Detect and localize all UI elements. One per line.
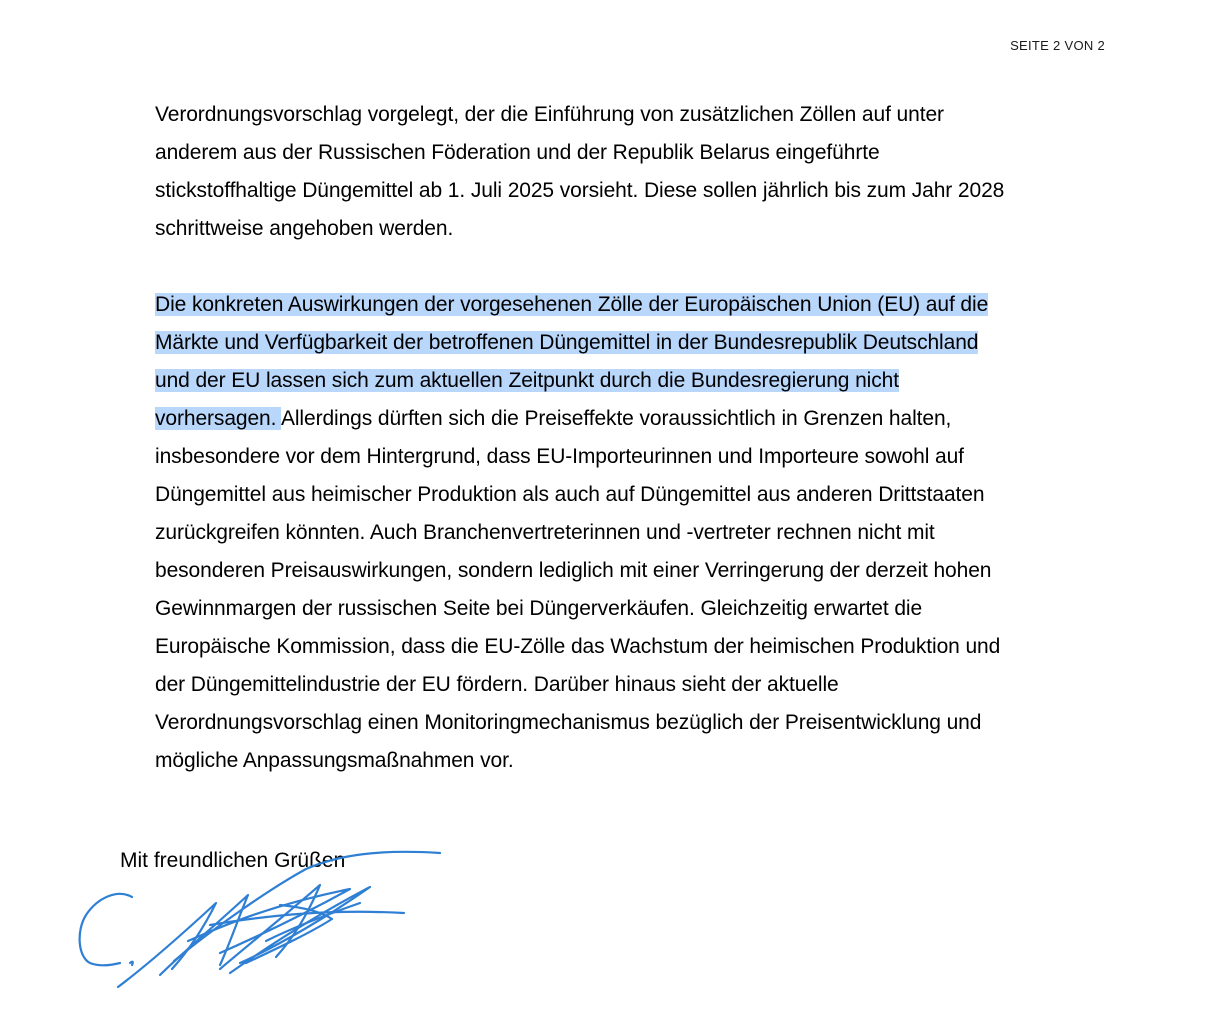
- text-line: [155, 324, 1115, 362]
- paragraph-2: [155, 286, 1115, 780]
- text-line: [155, 362, 1115, 400]
- text-line: besonderen Preisauswirkungen, sondern lediglich mit einer Verringerung der derzeit hohen: [155, 559, 992, 582]
- signature-stroke: [130, 962, 133, 965]
- paragraph-1: [155, 96, 1115, 248]
- text-line: Europäische Kommission, dass die EU-Zölle das Wachstum der heimischen Produktion und: [155, 635, 1001, 658]
- text-line: schrittweise angehoben werden.: [155, 217, 454, 240]
- selected-text[interactable]: vorhersagen.: [155, 407, 281, 430]
- text-line: [155, 400, 1115, 438]
- selected-text[interactable]: Die konkreten Auswirkungen der vorgesehenen Zölle der Europäischen Union (EU) auf die: [155, 293, 989, 316]
- selected-text[interactable]: Märkte und Verfügbarkeit der betroffenen Düngemittel in der Bundesrepublik Deutschland: [155, 331, 979, 354]
- text-line: stickstoffhaltige Düngemittel ab 1. Juli 2025 vorsieht. Diese sollen jährlich bis zum Jahr 2028: [155, 179, 1005, 202]
- text-line: [155, 286, 1115, 324]
- text-line: Verordnungsvorschlag einen Monitoringmechanismus bezüglich der Preisentwicklung und: [155, 711, 982, 734]
- text-line: zurückgreifen könnten. Auch Branchenvertreterinnen und -vertreter rechnen nicht mit: [155, 521, 935, 544]
- text-line: Verordnungsvorschlag vorgelegt, der die Einführung von zusätzlichen Zöllen auf unter: [155, 103, 944, 126]
- text-line: Düngemittel aus heimischer Produktion als auch auf Düngemittel aus anderen Drittstaaten: [155, 483, 985, 506]
- signature-stroke: [188, 889, 350, 953]
- selected-text[interactable]: und der EU lassen sich zum aktuellen Zeitpunkt durch die Bundesregierung nicht: [155, 369, 899, 392]
- signature-stroke: [118, 903, 216, 987]
- text-segment: Allerdings dürften sich die Preiseffekte voraussichtlich in Grenzen halten,: [280, 407, 952, 430]
- signature-stroke: [80, 894, 132, 965]
- page-number: SEITE 2 VON 2: [1010, 38, 1105, 53]
- text-line: der Düngemittelindustrie der EU fördern. Darüber hinaus sieht der aktuelle: [155, 673, 839, 696]
- text-line: Gewinnmargen der russischen Seite bei Düngerverkäufen. Gleichzeitig erwartet die: [155, 597, 923, 620]
- text-line: insbesondere vor dem Hintergrund, dass EU-Importeurinnen und Importeure sowohl auf: [155, 445, 964, 468]
- signature-strokes: [80, 852, 440, 987]
- signature: [70, 845, 450, 995]
- closing-salutation: Mit freundlichen Grüßen: [120, 849, 346, 872]
- text-line: anderem aus der Russischen Föderation und der Republik Belarus eingeführte: [155, 141, 880, 164]
- text-line: mögliche Anpassungsmaßnahmen vor.: [155, 749, 514, 772]
